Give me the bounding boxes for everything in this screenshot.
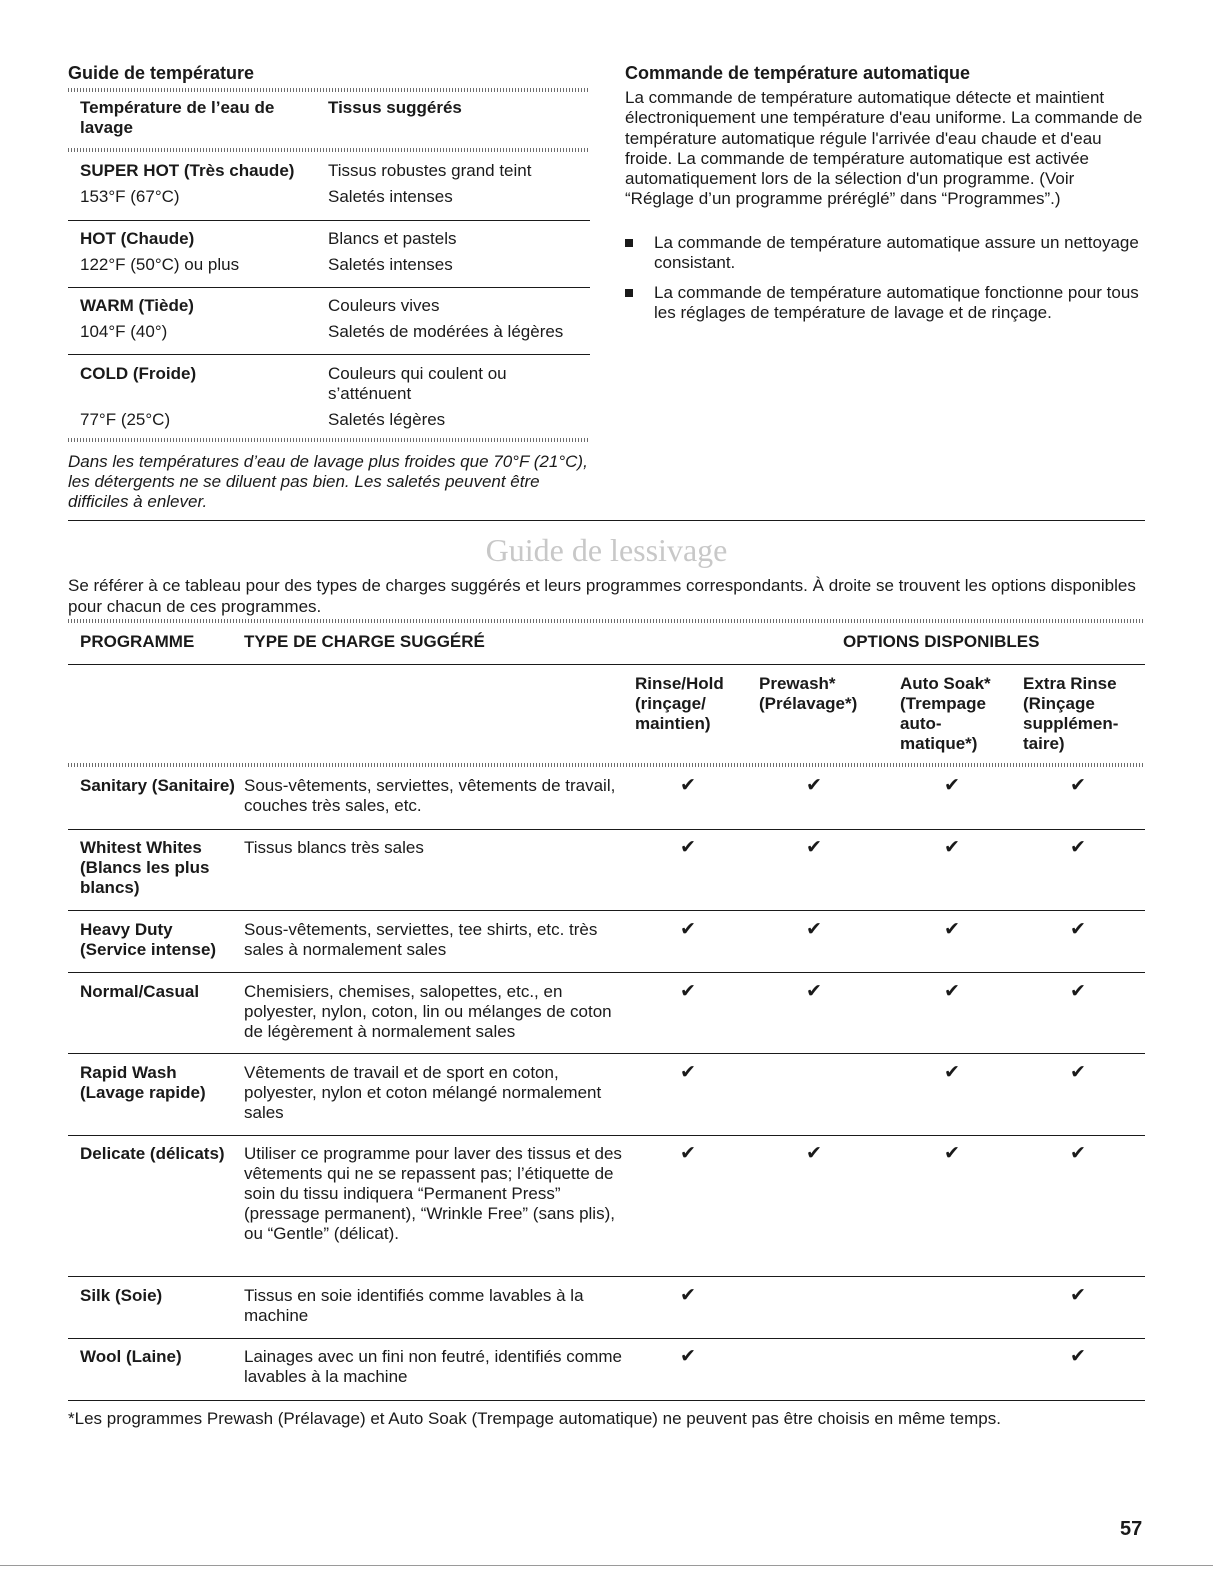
row-divider xyxy=(68,972,1145,973)
washing-guide-title: Guide de lessivage xyxy=(485,532,728,568)
program-name: Whitest Whites (Blancs les plus blancs) xyxy=(80,838,210,897)
check-icon-auto-soak: ✔ xyxy=(944,1062,960,1083)
program-description: Chemisiers, chemises, salopettes, etc., en polyester, nylon, coton, lin ou mélanges de coton de légèrement à normalement sales xyxy=(244,982,612,1041)
check-icon-extra-rinse: ✔ xyxy=(1070,981,1086,1002)
option-header-auto-soak: Auto Soak* (Trempage auto- matique*) xyxy=(900,674,991,753)
program-description: Tissus blancs très sales xyxy=(244,838,424,857)
check-icon-prewash: ✔ xyxy=(806,981,822,1002)
option-header-prewash: Prewash* (Prélavage*) xyxy=(759,674,858,713)
check-icon-rinse-hold: ✔ xyxy=(680,1143,696,1164)
check-icon-prewash: ✔ xyxy=(806,775,822,796)
program-name: Sanitary (Sanitaire) xyxy=(80,776,235,795)
check-icon-auto-soak: ✔ xyxy=(944,981,960,1002)
temp-row-name: WARM (Tiède) xyxy=(80,296,194,315)
temp-row-value: 77°F (25°C) xyxy=(80,410,171,429)
temp-row-value: 104°F (40°) xyxy=(80,322,168,341)
program-name: Rapid Wash (Lavage rapide) xyxy=(80,1063,206,1102)
check-icon-prewash: ✔ xyxy=(806,837,822,858)
temp-row-fabric: Tissus robustes grand teint xyxy=(328,161,532,180)
hatched-divider xyxy=(68,438,590,442)
check-icon-rinse-hold: ✔ xyxy=(680,1285,696,1306)
header-divider xyxy=(68,664,1145,665)
bullet-text: La commande de température automatique fonctionne pour tous les réglages de température de lavage et de rinçage. xyxy=(654,283,1139,322)
auto-temp-bullet xyxy=(625,283,1145,323)
col-header-options: OPTIONS DISPONIBLES xyxy=(843,632,1040,651)
temp-row-fabric: Couleurs vives xyxy=(328,296,440,315)
check-icon-extra-rinse: ✔ xyxy=(1070,1143,1086,1164)
check-icon-extra-rinse: ✔ xyxy=(1070,837,1086,858)
program-name: Silk (Soie) xyxy=(80,1286,163,1305)
program-name: Wool (Laine) xyxy=(80,1347,182,1366)
bullet-square-icon xyxy=(625,239,633,247)
option-header-extra-rinse: Extra Rinse (Rinçage supplémen- taire) xyxy=(1023,674,1119,753)
temperature-note: Dans les températures d’eau de lavage plus froides que 70°F (21°C), les détergents ne se diluent pas bien. Les saletés peuvent être difficiles à enlever. xyxy=(68,452,588,511)
temp-row-name: HOT (Chaude) xyxy=(80,229,195,248)
washing-guide-intro: Se référer à ce tableau pour des types de charges suggérés et leurs programmes correspondants. À droite se trouvent les options disponibles pour chacun de ces programmes. xyxy=(68,576,1136,616)
check-icon-auto-soak: ✔ xyxy=(944,919,960,940)
section-divider xyxy=(68,520,1145,521)
row-divider xyxy=(68,1338,1145,1339)
check-icon-extra-rinse: ✔ xyxy=(1070,919,1086,940)
row-divider xyxy=(68,829,1145,830)
program-description: Utiliser ce programme pour laver des tissus et des vêtements qui ne se repassent pas; l’étiquette de soin du tissu indiquera “Permanent Press” (pressage permanent), “Wrinkle Free” (sans plis), ou “Gentle” (délicat). xyxy=(244,1144,622,1243)
hatched-divider xyxy=(68,763,1145,767)
auto-temp-paragraph: La commande de température automatique détecte et maintient électroniquement une température d'eau uniforme. La commande de température automatique régule l'arrivée d'eau chaude et d'eau froide. La commande de température automatique est activée automatiquement lors de la sélection d'un programme. (Voir “Réglage d’un programme préréglé” dans “Programmes”.) xyxy=(625,88,1143,209)
row-divider xyxy=(68,1053,1145,1054)
program-name: Heavy Duty (Service intense) xyxy=(80,920,217,959)
col-header-load-type: TYPE DE CHARGE SUGGÉRÉ xyxy=(244,632,485,651)
option-header-rinse-hold: Rinse/Hold (rinçage/ maintien) xyxy=(635,674,724,733)
check-icon-rinse-hold: ✔ xyxy=(680,1346,696,1367)
row-divider xyxy=(68,1400,1145,1401)
program-description: Sous-vêtements, serviettes, tee shirts, etc. très sales à normalement sales xyxy=(244,920,598,959)
hatched-divider xyxy=(68,88,590,92)
row-divider xyxy=(68,354,590,355)
program-description: Vêtements de travail et de sport en coton, polyester, nylon et coton mélangé normalement sales xyxy=(244,1063,602,1122)
check-icon-rinse-hold: ✔ xyxy=(680,919,696,940)
check-icon-extra-rinse: ✔ xyxy=(1070,1346,1086,1367)
check-icon-rinse-hold: ✔ xyxy=(680,775,696,796)
check-icon-prewash: ✔ xyxy=(806,919,822,940)
row-divider xyxy=(68,220,590,221)
temp-row-soil: Saletés intenses xyxy=(328,187,453,206)
page-number: 57 xyxy=(1120,1518,1143,1540)
temp-row-value: 122°F (50°C) ou plus xyxy=(80,255,240,274)
program-name: Normal/Casual xyxy=(80,982,200,1001)
check-icon-extra-rinse: ✔ xyxy=(1070,775,1086,796)
hatched-divider xyxy=(68,148,590,152)
bullet-square-icon xyxy=(625,289,633,297)
program-description: Lainages avec un fini non feutré, identifiés comme lavables à la machine xyxy=(244,1347,623,1386)
hatched-divider xyxy=(68,619,1145,623)
temp-col-header-fabrics: Tissus suggérés xyxy=(328,98,462,117)
row-divider xyxy=(68,910,1145,911)
check-icon-extra-rinse: ✔ xyxy=(1070,1062,1086,1083)
temp-row-soil: Saletés légères xyxy=(328,410,446,429)
temp-row-fabric: Blancs et pastels xyxy=(328,229,457,248)
program-description: Tissus en soie identifiés comme lavables à la machine xyxy=(244,1286,584,1325)
temp-col-header-water: Température de l’eau de lavage xyxy=(80,98,275,137)
check-icon-prewash: ✔ xyxy=(806,1143,822,1164)
temp-row-soil: Saletés de modérées à légères xyxy=(328,322,564,341)
program-name: Delicate (délicats) xyxy=(80,1144,225,1163)
check-icon-auto-soak: ✔ xyxy=(944,837,960,858)
temp-row-name: COLD (Froide) xyxy=(80,364,197,383)
check-icon-auto-soak: ✔ xyxy=(944,775,960,796)
bottom-edge-rule xyxy=(0,1565,1213,1566)
program-description: Sous-vêtements, serviettes, vêtements de travail, couches très sales, etc. xyxy=(244,776,616,815)
temp-row-fabric: Couleurs qui coulent ou s’atténuent xyxy=(328,364,507,403)
bullet-text: La commande de température automatique assure un nettoyage consistant. xyxy=(654,233,1139,272)
footnote: *Les programmes Prewash (Prélavage) et Auto Soak (Trempage automatique) ne peuvent pas être choisis en même temps. xyxy=(68,1409,1001,1428)
temp-row-soil: Saletés intenses xyxy=(328,255,453,274)
auto-temp-bullet xyxy=(625,233,1145,273)
auto-temp-title: Commande de température automatique xyxy=(625,63,971,83)
check-icon-rinse-hold: ✔ xyxy=(680,981,696,1002)
col-header-program: PROGRAMME xyxy=(80,632,195,651)
temp-row-name: SUPER HOT (Très chaude) xyxy=(80,161,295,180)
temp-row-value: 153°F (67°C) xyxy=(80,187,180,206)
row-divider xyxy=(68,287,590,288)
check-icon-extra-rinse: ✔ xyxy=(1070,1285,1086,1306)
check-icon-auto-soak: ✔ xyxy=(944,1143,960,1164)
check-icon-rinse-hold: ✔ xyxy=(680,837,696,858)
temperature-guide-title: Guide de température xyxy=(68,63,255,83)
row-divider xyxy=(68,1276,1145,1277)
check-icon-rinse-hold: ✔ xyxy=(680,1062,696,1083)
row-divider xyxy=(68,1135,1145,1136)
